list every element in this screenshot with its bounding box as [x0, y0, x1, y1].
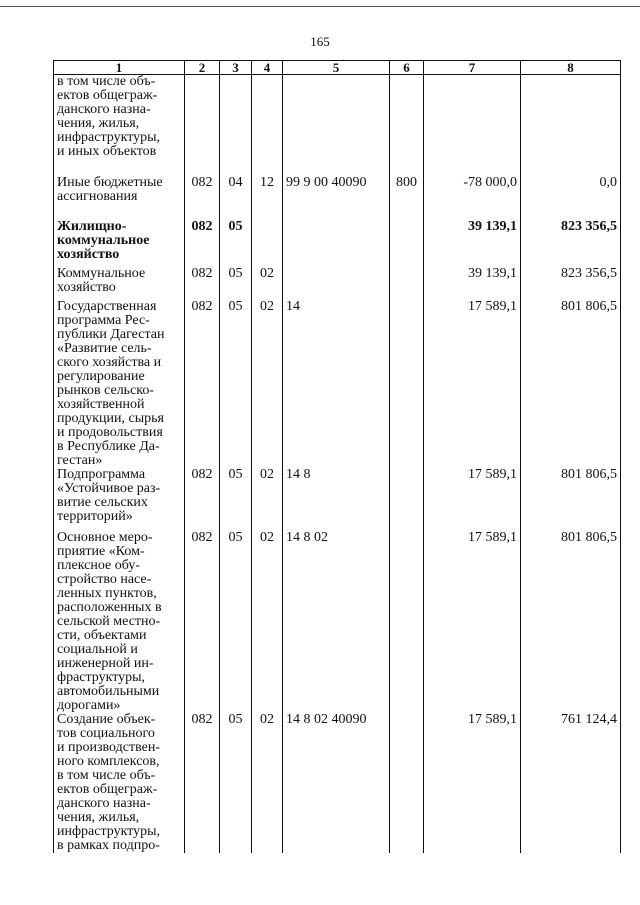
- cell-section: 05: [220, 531, 252, 713]
- row-name-line: ектов общеграж-: [57, 88, 158, 103]
- row-name-line: расположенных в: [57, 600, 162, 615]
- cell-subsection: [252, 75, 283, 177]
- cell-amount-1: [424, 75, 521, 177]
- row-name-line: приятие «Ком-: [57, 544, 145, 559]
- row-name-line: хозяйство: [57, 280, 116, 295]
- col-header-5: 5: [283, 61, 390, 75]
- cell-amount-1: 17 589,1: [424, 300, 521, 468]
- cell-target-article: [283, 267, 390, 300]
- cell-code: 082: [185, 267, 220, 300]
- cell-amount-2: 801 806,5: [521, 300, 621, 468]
- row-name: [54, 220, 185, 267]
- row-name-line: данского назна-: [57, 102, 151, 117]
- cell-code: 082: [185, 468, 220, 531]
- row-name-line: тов социального: [57, 726, 155, 741]
- row-name-line: регулирование: [57, 369, 145, 384]
- cell-target-article: 14 8 02: [283, 531, 390, 713]
- cell-expense-type: [390, 531, 424, 713]
- row-name-line: и продовольствия: [57, 425, 163, 440]
- row-name-line: витие сельских: [57, 495, 148, 510]
- row-name-line: ленных пунктов,: [57, 586, 157, 601]
- row-name-line: ного комплексов,: [57, 754, 160, 769]
- row-name-line: чения, жилья,: [57, 810, 140, 825]
- table-row: [54, 267, 621, 300]
- row-name-line: данского назна-: [57, 796, 151, 811]
- row-name-line: Подпрограмма: [57, 468, 146, 482]
- cell-subsection: 02: [252, 531, 283, 713]
- row-name-line: инфраструктуры,: [57, 130, 161, 145]
- cell-expense-type: 800: [390, 176, 424, 220]
- table-row: [54, 531, 621, 713]
- col-header-2: 2: [185, 61, 220, 75]
- row-name-line: Иные бюджетные: [57, 176, 163, 190]
- col-header-7: 7: [424, 61, 521, 75]
- row-name-line: инженерной ин-: [57, 656, 154, 671]
- cell-subsection: 02: [252, 713, 283, 853]
- cell-code: 082: [185, 713, 220, 853]
- cell-expense-type: [390, 713, 424, 853]
- cell-amount-2: 761 124,4: [521, 713, 621, 853]
- cell-expense-type: [390, 267, 424, 300]
- cell-subsection: [252, 220, 283, 267]
- cell-amount-1: 17 589,1: [424, 468, 521, 531]
- cell-amount-1: 39 139,1: [424, 267, 521, 300]
- cell-target-article: 99 9 00 40090: [283, 176, 390, 220]
- cell-target-article: [283, 220, 390, 267]
- col-header-1: 1: [54, 61, 185, 75]
- col-header-4: 4: [252, 61, 283, 75]
- cell-section: 05: [220, 267, 252, 300]
- table-row: [54, 300, 621, 468]
- cell-code: 082: [185, 220, 220, 267]
- table-row: [54, 220, 621, 267]
- cell-section: 05: [220, 220, 252, 267]
- row-name-line: Государственная: [57, 300, 157, 314]
- cell-code: 082: [185, 531, 220, 713]
- row-name: [54, 531, 185, 713]
- row-name-line: Основное меро-: [57, 531, 153, 545]
- row-name: [54, 75, 185, 177]
- row-name-line: автомобильными: [57, 684, 160, 699]
- cell-target-article: [283, 75, 390, 177]
- cell-target-article: 14: [283, 300, 390, 468]
- cell-target-article: 14 8 02 40090: [283, 713, 390, 853]
- row-name-line: сти, объектами: [57, 628, 147, 643]
- cell-code: 082: [185, 300, 220, 468]
- row-name-line: продукции, сырья: [57, 411, 164, 426]
- cell-subsection: 02: [252, 468, 283, 531]
- row-name-line: ского хозяйства и: [57, 355, 162, 370]
- table-row: [54, 75, 621, 177]
- row-name-line: в том числе объ-: [57, 768, 156, 783]
- row-name-line: фраструктуры,: [57, 670, 146, 685]
- cell-amount-2: 801 806,5: [521, 468, 621, 531]
- row-name-line: в том числе объ-: [57, 74, 156, 89]
- row-name: [54, 176, 185, 220]
- cell-amount-2: 0,0: [521, 176, 621, 220]
- table-row: [54, 176, 621, 220]
- table-row: [54, 468, 621, 531]
- cell-target-article: 14 8: [283, 468, 390, 531]
- table-header-row: [54, 61, 621, 75]
- cell-amount-2: 823 356,5: [521, 267, 621, 300]
- cell-amount-2: 801 806,5: [521, 531, 621, 713]
- cell-amount-1: -78 000,0: [424, 176, 521, 220]
- cell-subsection: 02: [252, 300, 283, 468]
- col-header-6: 6: [390, 61, 424, 75]
- cell-expense-type: [390, 75, 424, 177]
- cell-amount-1: 17 589,1: [424, 713, 521, 853]
- row-name-line: публики Дагестан: [57, 327, 165, 342]
- row-name-line: территорий»: [57, 509, 133, 524]
- row-name-line: рынков сельско-: [57, 383, 155, 398]
- page-number: 165: [310, 34, 330, 49]
- cell-code: [185, 75, 220, 177]
- cell-expense-type: [390, 468, 424, 531]
- row-name: [54, 468, 185, 531]
- row-name-line: и производствен-: [57, 740, 160, 755]
- cell-section: 05: [220, 713, 252, 853]
- col-header-8: 8: [521, 61, 621, 75]
- row-name-line: инфраструктуры,: [57, 824, 161, 839]
- cell-section: 04: [220, 176, 252, 220]
- row-name-line: Создание объек-: [57, 713, 156, 727]
- row-name-line: в рамках подпро-: [57, 838, 160, 853]
- row-name-line: социальной и: [57, 642, 138, 657]
- row-name-line: плексное обу-: [57, 558, 140, 573]
- budget-table: [53, 60, 621, 853]
- row-name-line: «Устойчивое раз-: [57, 481, 161, 496]
- cell-amount-2: [521, 75, 621, 177]
- row-name-line: в Республике Да-: [57, 439, 160, 454]
- cell-amount-1: 17 589,1: [424, 531, 521, 713]
- row-name-line: «Развитие сель-: [57, 341, 152, 356]
- row-name-line: хозяйственной: [57, 397, 145, 412]
- cell-expense-type: [390, 220, 424, 267]
- cell-code: 082: [185, 176, 220, 220]
- row-name-line: программа Рес-: [57, 313, 150, 328]
- row-name-line: чения, жилья,: [57, 116, 140, 131]
- row-name-line: ектов общеграж-: [57, 782, 158, 797]
- cell-amount-2: 823 356,5: [521, 220, 621, 267]
- cell-amount-1: 39 139,1: [424, 220, 521, 267]
- row-name-line: и иных объектов: [57, 144, 157, 159]
- row-name-line: гестан»: [57, 453, 103, 468]
- row-name-line: дорогами»: [57, 698, 121, 713]
- row-name-line: Жилищно-: [57, 220, 127, 234]
- cell-section: 05: [220, 468, 252, 531]
- cell-section: 05: [220, 300, 252, 468]
- cell-section: [220, 75, 252, 177]
- row-name: [54, 267, 185, 300]
- row-name: [54, 713, 185, 853]
- row-name-line: стройство насе-: [57, 572, 152, 587]
- col-header-3: 3: [220, 61, 252, 75]
- cell-subsection: 02: [252, 267, 283, 300]
- table-row: [54, 713, 621, 853]
- row-name-line: хозяйство: [57, 247, 120, 262]
- top-rule: [0, 6, 640, 7]
- cell-expense-type: [390, 300, 424, 468]
- row-name-line: коммунальное: [57, 233, 150, 248]
- row-name-line: Коммунальное: [57, 267, 146, 281]
- row-name-line: ассигнования: [57, 189, 138, 204]
- row-name-line: сельской местно-: [57, 614, 161, 629]
- cell-subsection: 12: [252, 176, 283, 220]
- row-name: [54, 300, 185, 468]
